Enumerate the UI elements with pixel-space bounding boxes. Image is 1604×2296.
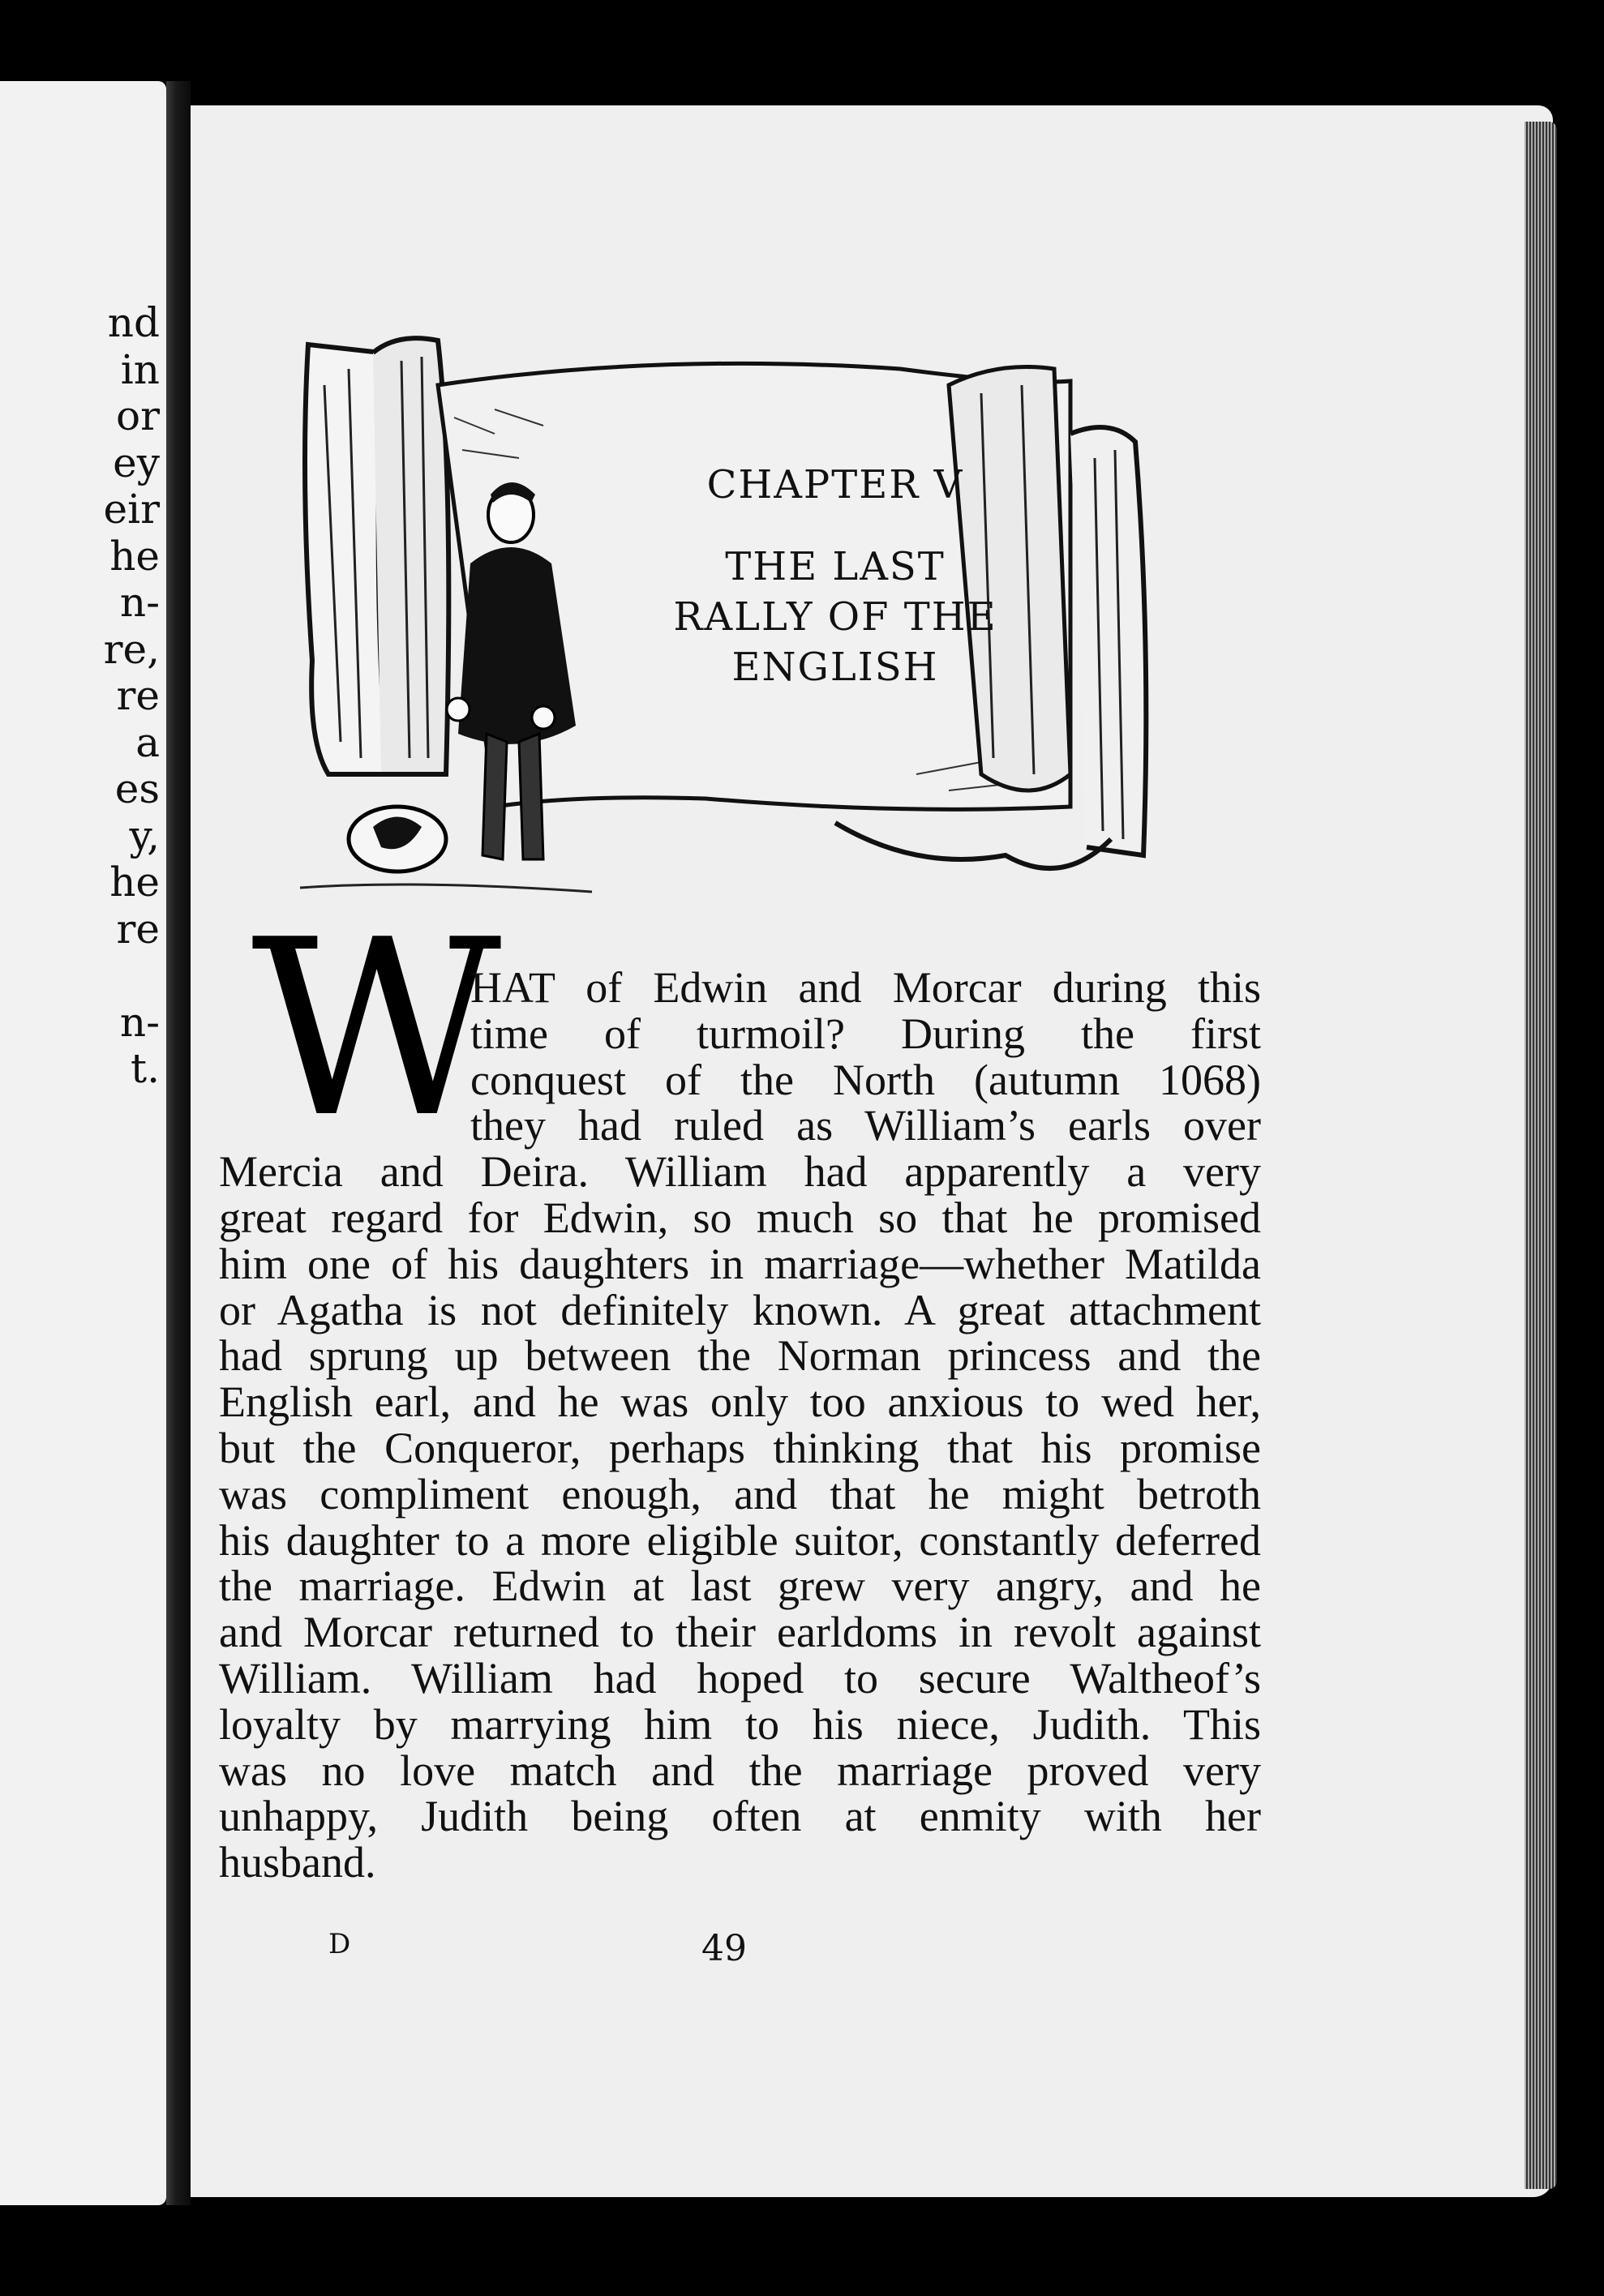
text-line: his daughter to a more eligible suitor, constantly deferred <box>219 1515 1261 1565</box>
fragment: in <box>120 345 160 393</box>
text-line: him one of his daughters in marriage—whether Matilda <box>219 1239 1261 1288</box>
fragment: re <box>116 672 160 719</box>
text-line: unhappy, Judith being often at enmity with her <box>219 1792 1261 1841</box>
left-page-text-fragments <box>104 300 160 1093</box>
fragment: t. <box>131 1045 160 1092</box>
text-line: loyalty by marrying him to his niece, Judith. This <box>219 1699 1261 1749</box>
text-line: English earl, and he was only too anxious to wed her, <box>219 1377 1261 1427</box>
text-line: the marriage. Edwin at last grew very angry, and he <box>219 1561 1261 1611</box>
signature-mark: D <box>328 1928 351 1960</box>
text-line: husband. <box>219 1838 376 1887</box>
text-line: they had ruled as William’s earls over <box>470 1101 1261 1150</box>
fragment: n- <box>119 998 160 1046</box>
text-line: was compliment enough, and that he might betroth <box>219 1469 1261 1519</box>
fragment: es <box>114 765 160 812</box>
text-line: had sprung up between the Norman princess and the <box>219 1331 1261 1381</box>
fragment: eir <box>103 486 160 533</box>
text-line: and Morcar returned to their earldoms in revolt against <box>219 1608 1261 1657</box>
fragment: a <box>135 718 160 766</box>
text-line: Mercia and Deira. William had apparently a very <box>219 1147 1261 1197</box>
page-number: 49 <box>701 1928 747 1969</box>
fragment: he <box>109 859 160 906</box>
fragment: or <box>115 392 160 439</box>
chapter-title-line: ENGLISH <box>731 645 939 690</box>
fragment: n- <box>119 579 160 626</box>
fragment: re, <box>103 625 160 673</box>
fragment <box>104 953 160 1000</box>
fragment: he <box>109 532 160 580</box>
chapter-title-line: THE LAST <box>725 544 946 589</box>
chapter-number: CHAPTER V <box>706 462 964 508</box>
drop-cap: W <box>251 888 502 1171</box>
text-line: was no love match and the marriage proved very <box>219 1746 1261 1795</box>
fragment: re <box>116 905 160 953</box>
book-spine <box>166 81 191 2205</box>
fragment: ey <box>113 439 160 486</box>
text-line: HAT of Edwin and Morcar during this <box>470 963 1261 1012</box>
text-line: great regard for Edwin, so much so that he promised <box>219 1193 1261 1242</box>
page-edge <box>1525 122 1557 2189</box>
body-paragraph <box>219 965 1261 1886</box>
left-page <box>0 81 166 2205</box>
chapter-heading <box>657 462 1014 692</box>
text-line: but the Conqueror, perhaps thinking that his promise <box>219 1423 1261 1472</box>
chapter-title-line: RALLY OF THE <box>673 594 997 640</box>
fragment: nd <box>107 299 160 346</box>
text-line: or Agatha is not definitely known. A great attachment <box>219 1285 1261 1334</box>
fragment: y, <box>129 812 160 859</box>
text-line: conquest of the North (autumn 1068) <box>470 1055 1261 1104</box>
text-line: William. William had hoped to secure Waltheof’s <box>219 1653 1261 1703</box>
text-line: time of turmoil? During the first <box>470 1009 1261 1058</box>
